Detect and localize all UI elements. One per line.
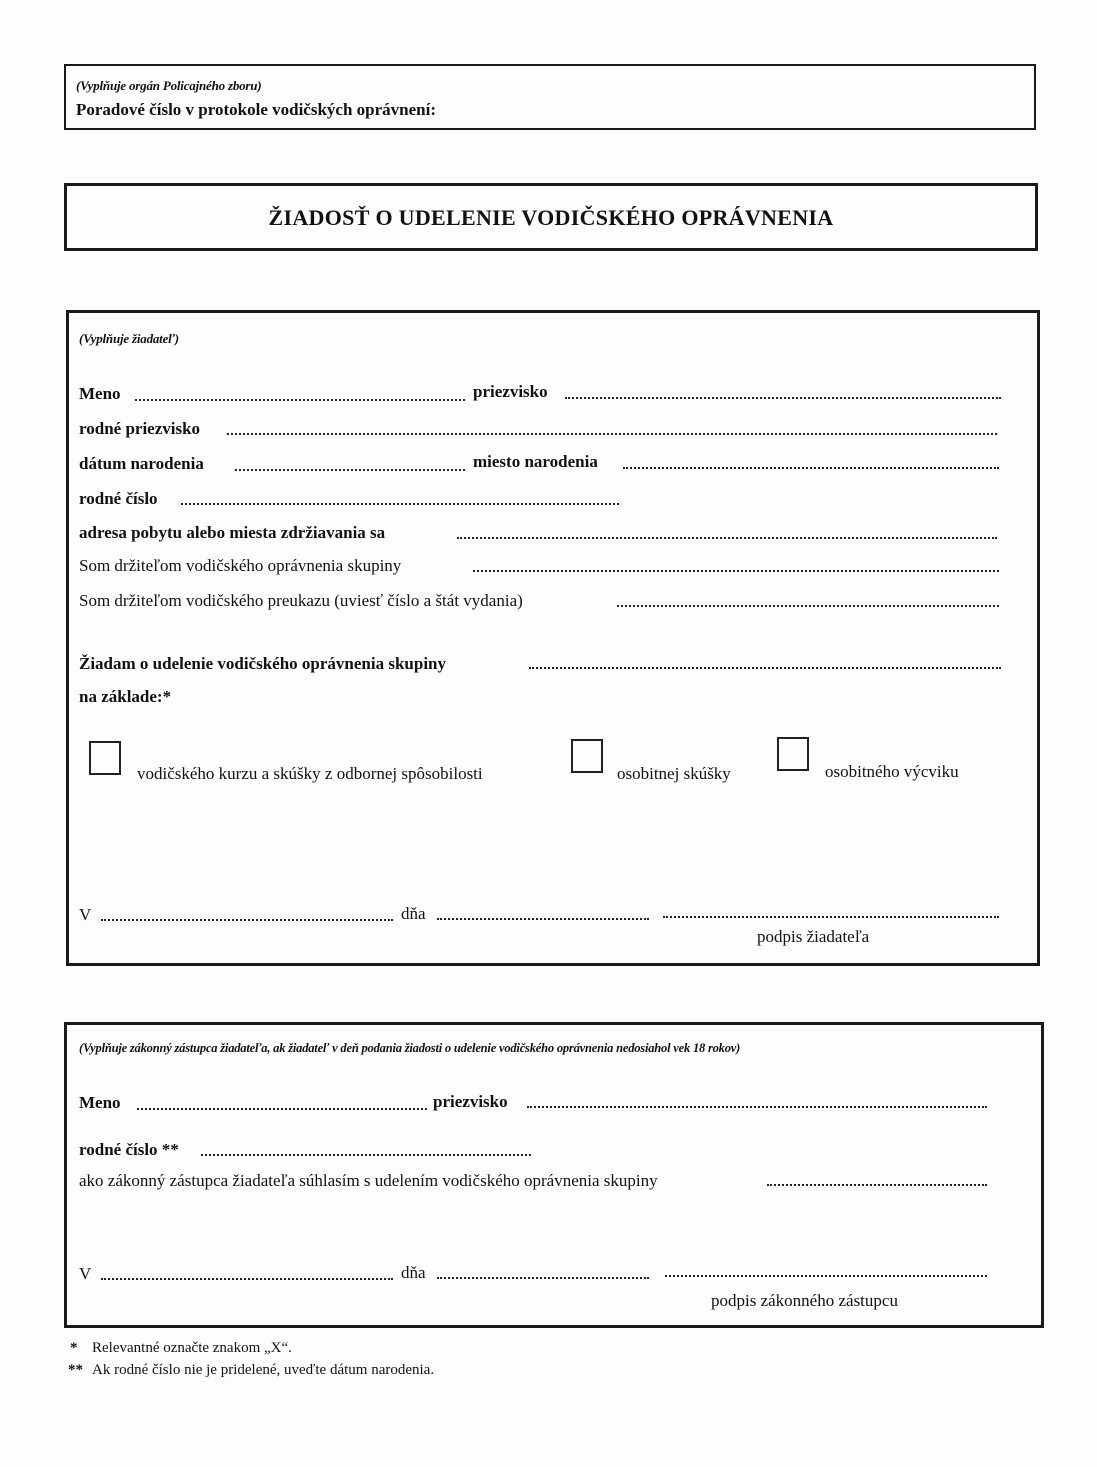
footnote-1-text: Relevantné označte znakom „X“. (92, 1340, 292, 1356)
priezvisko-label: priezvisko (473, 382, 548, 401)
drzitel-preukazu-field[interactable] (617, 605, 999, 607)
guardian-section (64, 1022, 1044, 1328)
guardian-meno-label: Meno (79, 1093, 121, 1112)
osobitny-vycvik-label: osobitného výcviku (825, 762, 959, 781)
podpis-zastupcu-label: podpis zákonného zástupcu (711, 1291, 898, 1310)
guardian-dna-label: dňa (401, 1263, 426, 1282)
priezvisko-field[interactable] (565, 397, 1001, 399)
datum-narodenia-field[interactable] (235, 469, 465, 471)
footnote-2-mark: ** (68, 1362, 83, 1378)
title-box (64, 183, 1038, 251)
rodne-priezvisko-label: rodné priezvisko (79, 419, 201, 438)
podpis-ziadatela-field[interactable] (663, 916, 999, 918)
guardian-priezvisko-field[interactable] (527, 1106, 987, 1108)
applicant-note: (Vyplňuje žiadateľ) (79, 331, 179, 346)
dna-field[interactable] (437, 918, 649, 920)
datum-narodenia-label: dátum narodenia (79, 454, 204, 473)
meno-field[interactable] (135, 399, 465, 401)
guardian-meno-field[interactable] (137, 1108, 427, 1110)
kurz-checkbox[interactable] (89, 741, 121, 775)
protocol-number-label: Poradové číslo v protokole vodičských oprávnení: (76, 100, 436, 119)
applicant-section (66, 310, 1040, 966)
drzitel-opravnenia-label: Som držiteľom vodičského oprávnenia skupiny (79, 556, 402, 575)
miesto-narodenia-label: miesto narodenia (473, 452, 598, 471)
podpis-zastupcu-field[interactable] (665, 1275, 987, 1277)
guardian-v-field[interactable] (101, 1278, 393, 1280)
na-zaklade-label: na základe:* (79, 687, 172, 706)
page-title: ŽIADOSŤ O UDELENIE VODIČSKÉHO OPRÁVNENIA (268, 205, 834, 230)
rodne-cislo-label: rodné číslo (79, 489, 158, 508)
guardian-v-label: V (79, 1264, 92, 1283)
miesto-narodenia-field[interactable] (623, 467, 999, 469)
kurz-option-label: vodičského kurzu a skúšky z odbornej spôsobilosti (137, 764, 483, 783)
ziadam-label: Žiadam o udelenie vodičského oprávnenia skupiny (79, 654, 447, 673)
osobitny-vycvik-checkbox[interactable] (777, 737, 809, 771)
osobitna-skuska-label: osobitnej skúšky (617, 764, 731, 783)
adresa-label: adresa pobytu alebo miesta zdržiavania sa (79, 523, 386, 542)
podpis-ziadatela-label: podpis žiadateľa (757, 927, 870, 946)
meno-label: Meno (79, 384, 121, 403)
guardian-suhlas-field[interactable] (767, 1184, 987, 1186)
guardian-note: (Vyplňuje zákonný zástupca žiadateľa, ak žiadateľ v deň podania žiadosti o udelenie vodičského oprávnenia nedosiahol vek 18 rokov) (79, 1041, 741, 1055)
guardian-suhlas-label: ako zákonný zástupca žiadateľa súhlasím s udelením vodičského oprávnenia skupiny (79, 1171, 658, 1190)
footnote-2-text: Ak rodné číslo nie je pridelené, uveďte dátum narodenia. (92, 1362, 435, 1378)
drzitel-preukazu-label: Som držiteľom vodičského preukazu (uviesť číslo a štát vydania) (79, 591, 523, 610)
ziadam-field[interactable] (529, 667, 1001, 669)
police-box (64, 64, 1036, 130)
guardian-dna-field[interactable] (437, 1277, 649, 1279)
guardian-rodne-cislo-field[interactable] (201, 1154, 531, 1156)
v-label: V (79, 905, 92, 924)
rodne-cislo-field[interactable] (181, 503, 619, 505)
police-note: (Vyplňuje orgán Policajného zboru) (76, 78, 262, 93)
guardian-rodne-cislo-label: rodné číslo ** (79, 1140, 179, 1159)
rodne-priezvisko-field[interactable] (227, 433, 997, 435)
v-field[interactable] (101, 919, 393, 921)
drzitel-opravnenia-field[interactable] (473, 570, 999, 572)
guardian-priezvisko-label: priezvisko (433, 1092, 508, 1111)
osobitna-skuska-checkbox[interactable] (571, 739, 603, 773)
adresa-field[interactable] (457, 537, 997, 539)
footnote-1-mark: * (70, 1340, 78, 1356)
dna-label: dňa (401, 904, 426, 923)
